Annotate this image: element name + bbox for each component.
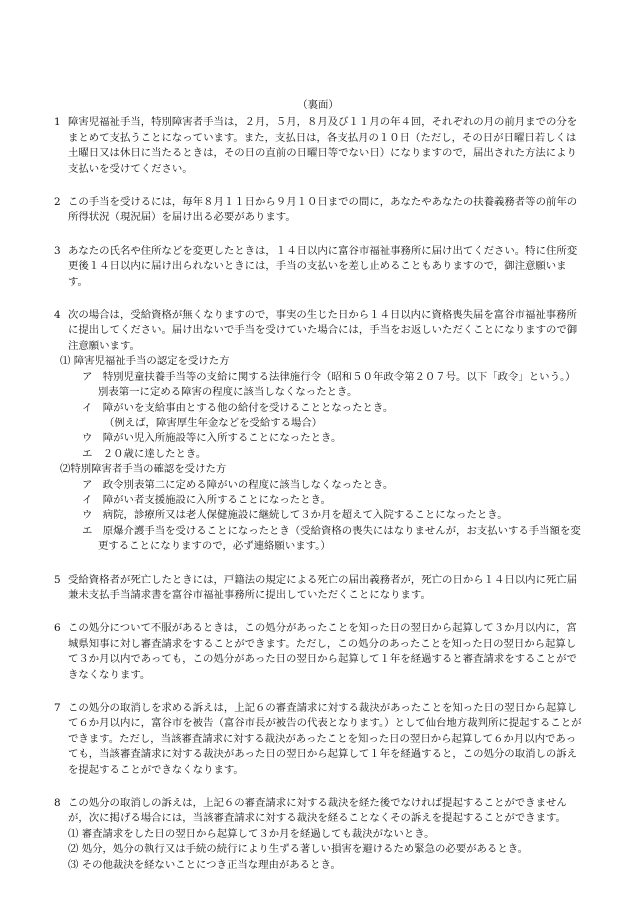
item-7 [54, 701, 582, 778]
item-2 [54, 195, 582, 226]
item-text: あなたの氏名や住所などを変更したときは，１４日以内に富谷市福祉事務所に届け出てください。特に住所変更後１４日以内に届け出られないときには，手当の支払いを差し止めることもありますので，御注意願います。 [68, 244, 578, 288]
page-heading: （裏面） [297, 99, 339, 111]
list-item: ア 特別児童扶養手当等の支給に関する法律施行令（昭和５０年政令第２０７号。以下「政令」という。）別表第一に定める障害の程度に該当しなくなったとき。 [82, 370, 576, 399]
list-item: ⑴ 審査請求をした日の翌日から起算して３か月を経過しても裁決がないとき。 [68, 827, 435, 840]
item-3 [54, 244, 582, 290]
list-item: ⑶ その他裁決を経ないことにつき正当な理由があるとき。 [68, 858, 341, 871]
item-text: この処分の取消しを求める訴えは，上記６の審査請求に対する裁決があったことを知った日の翌日から起算して６か月以内に，富谷市を被告（富谷市長が被告の代表となります。）として仙台地方裁判所に提起することができます。ただし，当該審査請求に対する裁決があったことを知った日の翌日から起算して６か月以内であっても，当該審査請求に対する裁決があった日の翌日から起算して１年を経過すると，この処分の取消しの訴えを提起することができなくなります。 [68, 702, 582, 776]
item-number: 8 [54, 797, 61, 810]
item-number: 5 [54, 573, 61, 586]
item-1 [54, 115, 582, 177]
item-number: 3 [54, 244, 61, 257]
item-text: この処分の取消しの訴えは，上記６の審査請求に対する裁決を経た後でなければ提起することができませんが，次に掲げる場合には，当該審査請求に対する裁決を経ることなくその訴えを提起することができます。 [68, 797, 567, 825]
item-5 [54, 573, 582, 604]
list-item: ア 政令別表第二に定める障がいの程度に該当しなくなったとき。 [82, 478, 394, 491]
list-item: イ 障がいを支給事由とする他の給付を受けることとなったとき。 [82, 401, 394, 414]
item-4 [54, 308, 582, 555]
item-number: 1 [54, 116, 61, 129]
list-item-note: （例えば，障害厚生年金などを受給する場合） [104, 416, 323, 429]
list-item: エ 原爆介護手当を受けることになったとき（受給資格の喪失にはなりませんが，お支払いする手当額を変更することになりますので，必ず連絡願います。） [82, 524, 581, 553]
list-item: ウ 病院，診療所又は老人保健施設に継続して３か月を超えて入院することになったとき。 [82, 509, 508, 522]
item-6 [54, 621, 582, 683]
item-number: 6 [54, 622, 61, 635]
subsection-heading: ⑴ 障害児福祉手当の認定を受けた方 [60, 355, 230, 368]
item-text: この手当を受けるには，毎年８月１１日から９月１０日までの間に，あなたやあなたの扶養義務者等の前年の所得状況（現況届）を届け出る必要があります。 [68, 196, 578, 224]
item-text: 次の場合は，受給資格が無くなりますので，事実の生じた日から１４日以内に資格喪失届を富谷市福祉事務所に提出してください。届け出ないで手当を受けていた場合には，手当をお返しいただくことになりますので御注意願います。 [68, 309, 578, 352]
list-item: ⑵ 処分，処分の執行又は手続の続行により生ずる著しい損害を避けるため緊急の必要があるとき。 [68, 843, 529, 856]
item-number: 7 [54, 702, 61, 714]
item-text: 障害児福祉手当，特別障害者手当は，２月，５月，８月及び１１月の年４回，それぞれの月の前月までの分をまとめて支払うことになっています。また，支払日は，各支払月の１０日（ただし，その日が日曜日若しくは土曜日又は休日に当たるときは，その日の直前の日曜日等でない日）になりますので，届出された方法により支払いを受けてください。 [68, 116, 578, 175]
item-number: 2 [54, 196, 61, 209]
list-item: エ ２０歳に達したとき。 [82, 447, 207, 460]
item-8 [54, 796, 582, 873]
subsection-2 [54, 462, 582, 554]
document-body [54, 98, 582, 891]
list-item: ウ 障がい児入所施設等に入所することになったとき。 [82, 432, 342, 445]
list-item: イ 障がい者支援施設に入所することになったとき。 [82, 493, 331, 506]
condition-list [54, 827, 582, 873]
subsection-heading: ⑵特別障害者手当の確認を受けた方 [60, 463, 227, 476]
item-text: 受給資格者が死亡したときには，戸籍法の規定による死亡の届出義務者が，死亡の日から１４日以内に死亡届兼未支払手当請求書を富谷市福祉事務所に提出していただくことになります。 [68, 573, 578, 601]
item-number: 4 [54, 309, 61, 322]
item-text: この処分について不服があるときは，この処分があったことを知った日の翌日から起算して３か月以内に，宮城県知事に対し審査請求をすることができます。ただし，この処分のあったことを知った日の翌日から起算して３か月以内であっても，この処分があった日の翌日から起算して１年を経過すると審査請求をすることができなくなります。 [68, 622, 577, 681]
subsection-1 [54, 354, 582, 462]
